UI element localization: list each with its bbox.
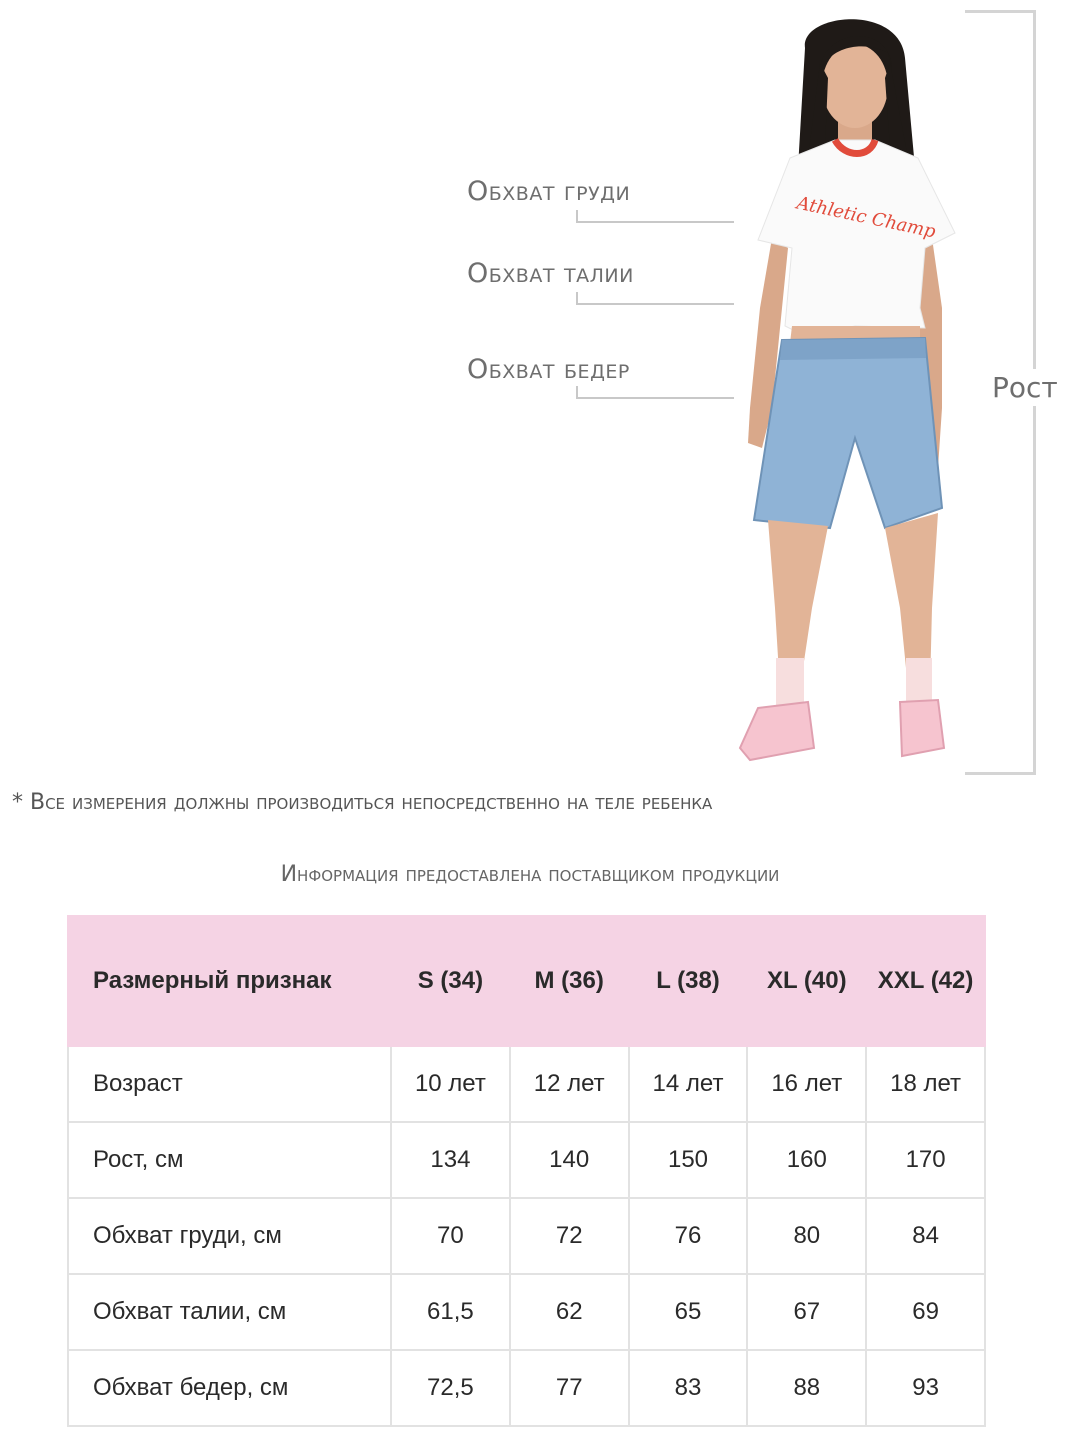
row-label: Возраст (68, 1046, 391, 1122)
table-row-waist (68, 1274, 985, 1350)
table-row-age (68, 1046, 985, 1122)
table-cell: 140 (510, 1122, 629, 1198)
table-cell: 67 (747, 1274, 866, 1350)
table-cell: 16 лет (747, 1046, 866, 1122)
table-cell: 77 (510, 1350, 629, 1426)
table-row-chest (68, 1198, 985, 1274)
table-cell: 88 (747, 1350, 866, 1426)
height-measure-label: Рост (992, 371, 1058, 404)
table-cell: 14 лет (629, 1046, 748, 1122)
hips-measure-label: Обхват бедер (467, 354, 630, 385)
table-cell: 150 (629, 1122, 748, 1198)
table-header-row (68, 916, 985, 1046)
table-cell: 18 лет (866, 1046, 985, 1122)
table-cell: 62 (510, 1274, 629, 1350)
table-cell: 76 (629, 1198, 748, 1274)
row-label: Обхват талии, см (68, 1274, 391, 1350)
table-cell: 72,5 (391, 1350, 510, 1426)
table-cell: 61,5 (391, 1274, 510, 1350)
table-row-height (68, 1122, 985, 1198)
header-size-l: L (38) (629, 916, 748, 1046)
waist-measure-label: Обхват талии (467, 258, 634, 289)
table-cell: 69 (866, 1274, 985, 1350)
child-model-image (680, 8, 980, 783)
row-label: Рост, см (68, 1122, 391, 1198)
table-row-hips (68, 1350, 985, 1426)
chest-measure-label: Обхват груди (467, 176, 631, 207)
table-cell: 65 (629, 1274, 748, 1350)
table-cell: 160 (747, 1122, 866, 1198)
header-size-s: S (34) (391, 916, 510, 1046)
measurement-note: * Все измерения должны производиться непосредственно на теле ребенка (12, 790, 713, 815)
table-cell: 170 (866, 1122, 985, 1198)
row-label: Обхват бедер, см (68, 1350, 391, 1426)
source-note: Информация предоставлена поставщиком продукции (280, 862, 780, 887)
table-cell: 93 (866, 1350, 985, 1426)
table-cell: 12 лет (510, 1046, 629, 1122)
row-label: Обхват груди, см (68, 1198, 391, 1274)
shirt-print-text: Athletic Champ (794, 192, 938, 243)
table-cell: 72 (510, 1198, 629, 1274)
header-size-xxl: XXL (42) (866, 916, 985, 1046)
table-cell: 83 (629, 1350, 748, 1426)
size-chart-table (67, 915, 986, 1427)
table-cell: 80 (747, 1198, 866, 1274)
table-cell: 134 (391, 1122, 510, 1198)
header-size-xl: XL (40) (747, 916, 866, 1046)
table-cell: 70 (391, 1198, 510, 1274)
header-size-m: M (36) (510, 916, 629, 1046)
table-cell: 84 (866, 1198, 985, 1274)
header-size-attribute: Размерный признак (68, 916, 391, 1046)
table-cell: 10 лет (391, 1046, 510, 1122)
